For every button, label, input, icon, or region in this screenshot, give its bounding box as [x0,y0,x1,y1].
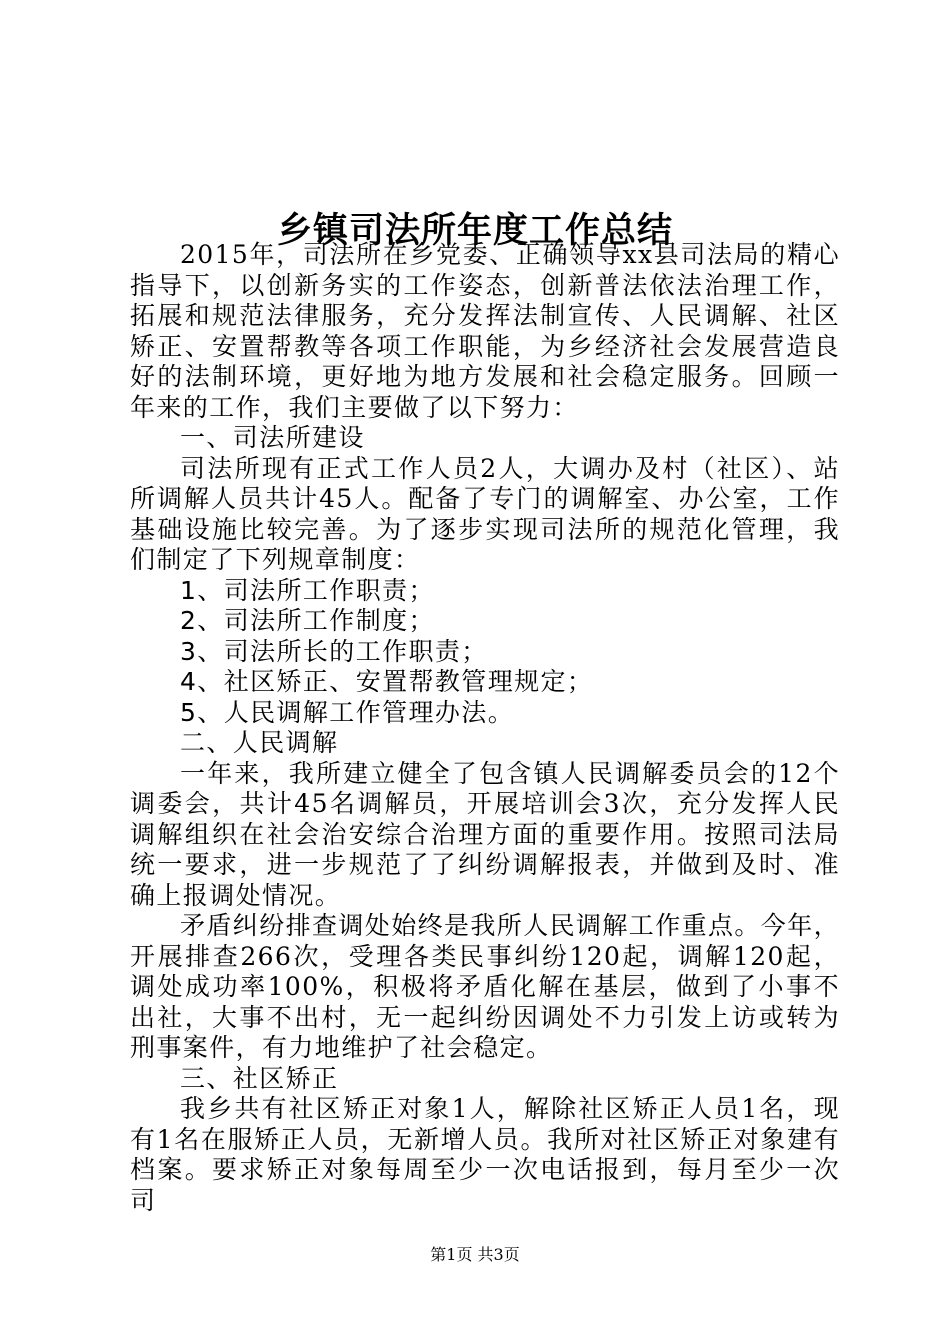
regulation-item: 2、司法所工作制度； [180,606,435,635]
page-number-footer: 第1页 共3页 [430,1245,520,1264]
mediation-paragraph-2: 矛盾纠纷排查调处始终是我所人民调解工作重点。今年，开展排查266次，受理各类民事纠纷120起，调解120起，调处成功率100%，积极将矛盾化解在基层，做到了小事不出社，大事不出村，无一起纠纷因调处不力引发上访或转为刑事案件，有力地维护了社会稳定。 [130,911,841,1062]
correction-paragraph: 我乡共有社区矫正对象1人，解除社区矫正人员1名，现有1名在服矫正人员，无新增人员。我所对社区矫正对象建有档案。要求矫正对象每周至少一次电话报到，每月至少一次司 [130,1094,840,1215]
intro-paragraph: 2015年，司法所在乡党委、正确领导xx县司法局的精心指导下，以创新务实的工作姿态，创新普法依法治理工作，拓展和规范法律服务，充分发挥法制宣传、人民调解、社区矫正、安置帮教等各项工作职能，为乡经济社会发展营造良好的法制环境，更好地为地方发展和社会稳定服务。回顾一年来的工作，我们主要做了以下努力： [130,240,840,422]
regulation-item: 3、司法所长的工作职责； [180,636,488,666]
section-heading-mediation: 二、人民调解 [180,728,339,757]
mediation-paragraph-1: 一年来，我所建立健全了包含镇人民调解委员会的12个调委会，共计45名调解员，开展培训会3次，充分发挥人民调解组织在社会治安综合治理方面的重要作用。按照司法局统一要求，进一步规范了了纠纷调解报表，并做到及时、准确上报调处情况。 [130,758,840,910]
construction-paragraph: 司法所现有正式工作人员2人，大调办及村（社区）、站所调解人员共计45人。配备了专门的调解室、办公室，工作基础设施比较完善。为了逐步实现司法所的规范化管理，我们制定了下列规章制度： [130,453,840,574]
regulation-item: 5、人民调解工作管理办法。 [180,697,515,727]
section-heading-construction: 一、司法所建设 [180,423,365,452]
section-heading-correction: 三、社区矫正 [180,1063,339,1093]
document-title: 乡镇司法所年度工作总结 [276,211,673,252]
document-body [130,240,840,1216]
regulation-item: 4、社区矫正、安置帮教管理规定； [180,667,594,696]
regulation-item: 1、司法所工作职责； [180,575,435,605]
